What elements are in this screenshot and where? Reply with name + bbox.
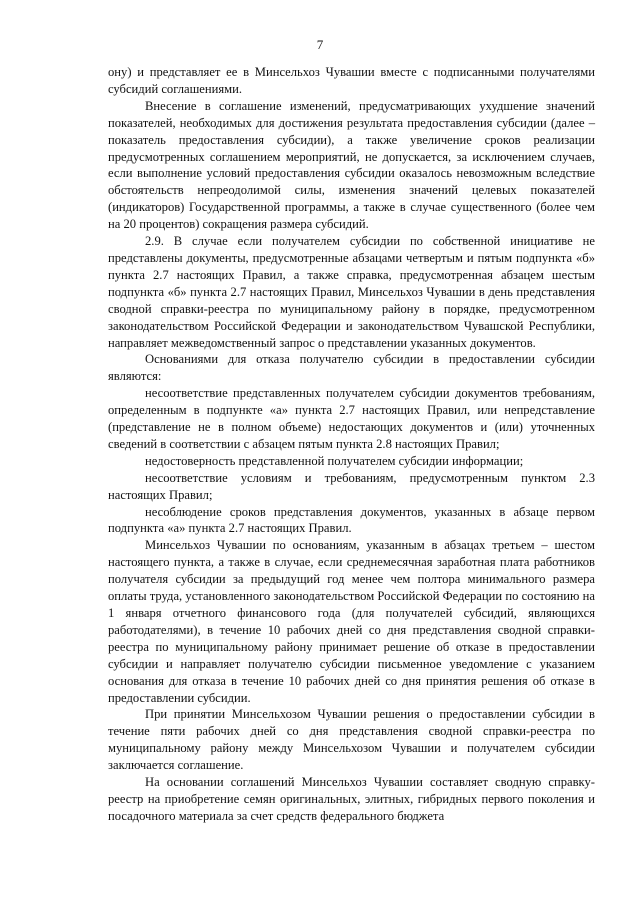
paragraph-ground-nonconformity: несоответствие представленных получателем субсидии документов требованиям, определенным в подпункте «а» пункта 2.7 настоящих Правил, или непредставление (представление не в полном объеме) недостающих документов и (или) уточненных сведений в соответствии с абзацем пятым пункта 2.8 настоящих Правил; [108, 386, 595, 451]
page-number: 7 [316, 37, 324, 52]
paragraph-ground-deadlines: несоблюдение сроков представления документов, указанных в абзаце первом подпункта «а» пункта 2.7 настоящих Правил. [108, 504, 595, 536]
paragraph-continuation: ону) и представляет ее в Минсельхоз Чувашии вместе с подписанными получателями субсидий соглашениями. [108, 65, 595, 96]
paragraph-agreement: При принятии Минсельхозом Чувашии решения о предоставлении субсидии в течение пяти рабочих дней со дня представления сводной справки-реестра по муниципальному району между Минсельхозом Чувашии и получателем субсидии заключается соглашение. [108, 707, 595, 773]
paragraph-refusal-decision: Минсельхоз Чувашии по основаниям, указанным в абзацах третьем – шестом настоящего пункта, а также в случае, если среднемесячная заработная плата работников получателя субсидии за предыдущий год менее чем полтора минимального размера оплаты труда, установленного законодательством Российской Федерации по состоянию на 1 января отчетного финансового года (для получателей субсидий, являющихся работодателями), в течение 10 рабочих дней со дня представления сводной справки-реестра по муниципальному району принимает решение об отказе в предоставлении субсидии и направляет получателю субсидии письменное уведомление с указанием основания для отказа в течение 10 рабочих дней со дня принятия решения об отказе в предоставлении субсидии. [108, 538, 595, 705]
paragraph-ground-conditions: несоответствие условиям и требованиям, предусмотренным пунктом 2.3 настоящих Правил; [108, 470, 595, 502]
document-body [108, 64, 595, 825]
paragraph-ground-unreliability: недостоверность представленной получателем субсидии информации; [145, 453, 524, 468]
paragraph-clause-2-9: 2.9. В случае если получателем субсидии по собственной инициативе не представлены документы, предусмотренные абзацами четвертым и пятым подпункта «б» пункта 2.7 настоящих Правил, а также справка, предусмотренная абзацем шестым подпункта «б» пункта 2.7 настоящих Правил, Минсельхоз Чувашии в день представления сводной справки-реестра по муниципальному району в порядке, предусмотренном законодательством Российской Федерации и законодательством Чувашской Республики, направляет межведомственный запрос о представлении указанных документов. [108, 234, 595, 350]
paragraph-summary-register: На основании соглашений Минсельхоз Чувашии составляет сводную справку-реестр на приобретение семян оригинальных, элитных, гибридных первого поколения и посадочного материала за счет средств федерального бюджета [108, 775, 595, 823]
paragraph-refusal-grounds: Основаниями для отказа получателю субсидии в предоставлении субсидии являются: [108, 352, 595, 384]
paragraph-amendments: Внесение в соглашение изменений, предусматривающих ухудшение значений показателей, необходимых для достижения результата предоставления субсидии (далее – показатель предоставления субсидии), а также увеличение сроков реализации предусмотренных соглашением мероприятий, не допускается, за исключением случаев, если выполнение условий предоставления субсидии оказалось невозможным вследствие обстоятельств непреодолимой силы, изменения значений целевых показателей (индикаторов) Государственной программы, а также в случае существенного (более чем на 20 процентов) сокращения размера субсидий. [108, 98, 595, 232]
